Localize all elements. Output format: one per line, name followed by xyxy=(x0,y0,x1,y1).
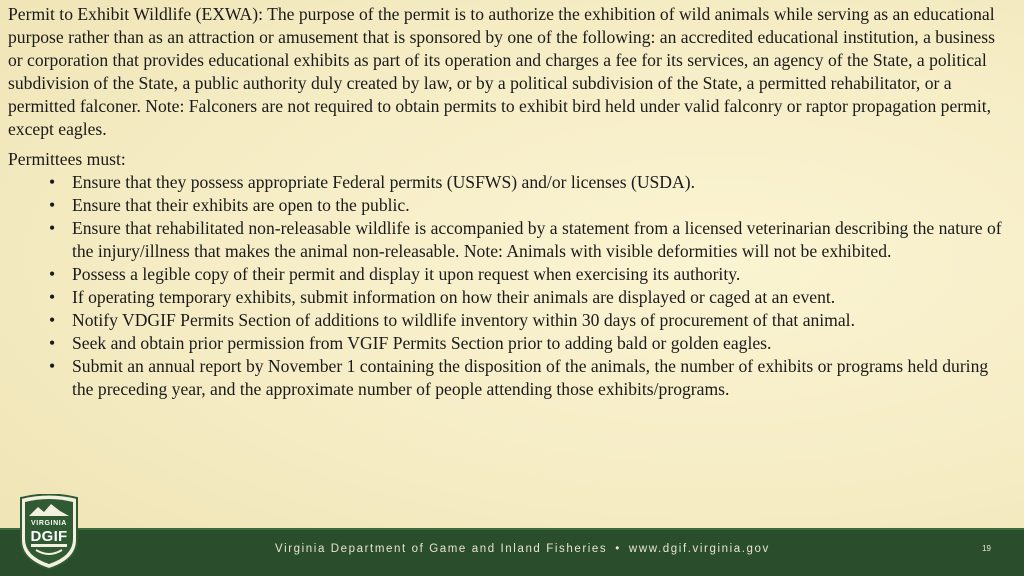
permittees-lead-in: Permittees must: xyxy=(8,149,126,169)
footer-organization: Virginia Department of Game and Inland Fisheries xyxy=(275,543,608,555)
logo-state-text: VIRGINIA xyxy=(31,520,67,527)
bullet-icon: • xyxy=(49,333,56,353)
page-number: 19 xyxy=(982,544,991,553)
logo-agency-text: DGIF xyxy=(30,528,68,545)
list-item xyxy=(8,263,1012,286)
bullet-icon: • xyxy=(49,356,56,376)
bullet-icon: • xyxy=(49,310,56,330)
list-item xyxy=(8,309,1012,332)
list-item xyxy=(8,171,1012,194)
footer-website-link[interactable]: www.dgif.virginia.gov xyxy=(628,543,770,555)
list-item xyxy=(8,194,1012,217)
requirement-text: Submit an annual report by November 1 containing the disposition of the animals, the number of exhibits or programs held during the preceding year, and the approximate number of people attending those exhibits/programs. xyxy=(72,356,989,399)
requirement-text: Ensure that rehabilitated non-releasable wildlife is accompanied by a statement from a licensed veterinarian describing the nature of the injury/illness that makes the animal non-releasable. Note: Animals with visible deformities will not be exhibited. xyxy=(72,218,1002,261)
bullet-icon: • xyxy=(49,195,56,215)
footer-bar xyxy=(0,528,1024,576)
requirement-text: If operating temporary exhibits, submit information on how their animals are displayed or caged at an event. xyxy=(72,287,836,307)
list-item xyxy=(8,355,1012,401)
slide-content xyxy=(8,3,1012,401)
bullet-icon: • xyxy=(49,264,56,284)
requirement-text: Notify VDGIF Permits Section of additions to wildlife inventory within 30 days of procurement of that animal. xyxy=(72,310,855,330)
bullet-icon: • xyxy=(49,287,56,307)
requirement-text: Ensure that their exhibits are open to the public. xyxy=(72,195,410,215)
intro-paragraph: Permit to Exhibit Wildlife (EXWA): The purpose of the permit is to authorize the exhibition of wild animals while serving as an educational purpose rather than as an attraction or amusement that is sponsored by one of the following: an accredited educational institution, a business or corporation that provides educational exhibits as part of its operation and charges a fee for its services, an agency of the State, a political subdivision of the State, a public authority duly created by law, or by a political subdivision of the State, a permitted rehabilitator, or a permitted falconer. Note: Falconers are not required to obtain permits to exhibit bird held under valid falconry or raptor propagation permit, except eagles. xyxy=(8,4,995,139)
requirement-text: Seek and obtain prior permission from VGIF Permits Section prior to adding bald or golden eagles. xyxy=(72,333,772,353)
requirements-list xyxy=(8,171,1012,401)
bullet-icon: • xyxy=(49,172,56,192)
requirement-text: Possess a legible copy of their permit and display it upon request when exercising its authority. xyxy=(72,264,741,284)
requirement-text: Ensure that they possess appropriate Federal permits (USFWS) and/or licenses (USDA). xyxy=(72,172,695,192)
virginia-dgif-logo xyxy=(18,494,80,570)
list-item xyxy=(8,286,1012,309)
bullet-icon: • xyxy=(49,218,56,238)
list-item xyxy=(8,332,1012,355)
footer-text xyxy=(275,543,770,555)
footer-separator: • xyxy=(615,543,621,555)
list-item xyxy=(8,217,1012,263)
